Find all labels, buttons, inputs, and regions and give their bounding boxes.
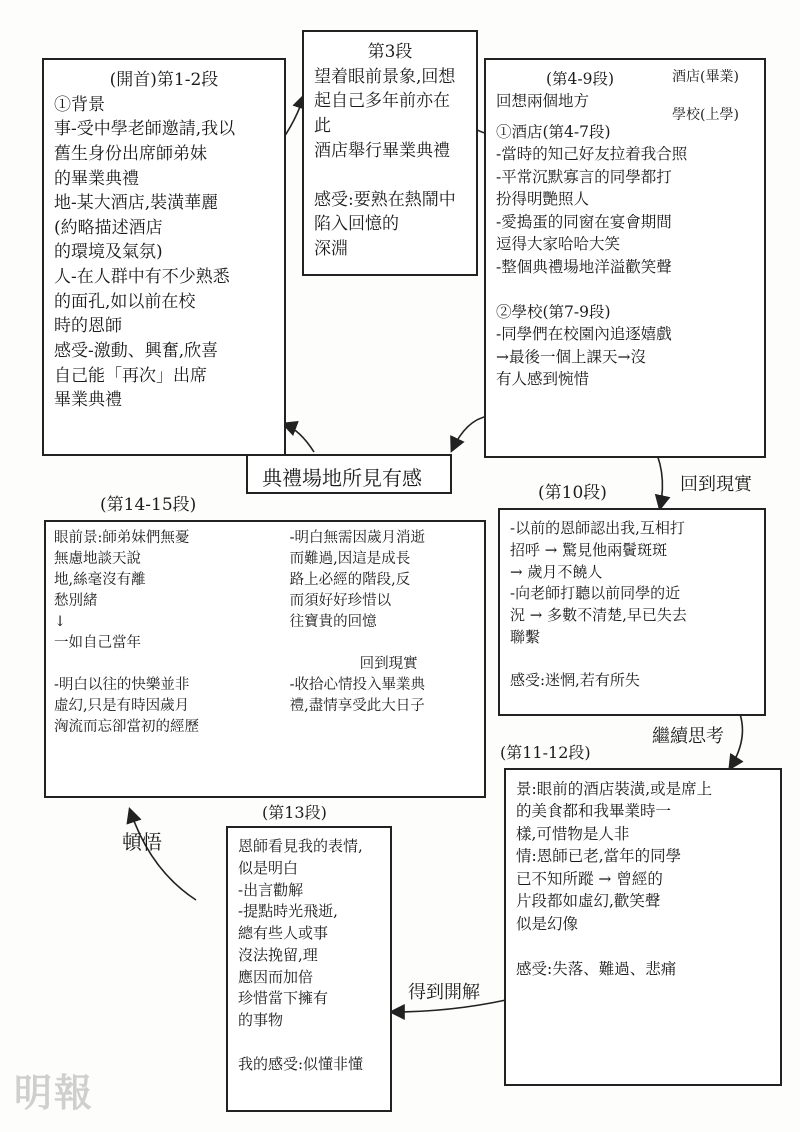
text-line: ①背景 <box>54 94 105 115</box>
text-line: 自己能「再次」出席 <box>54 365 207 386</box>
text-line: 往寶貴的回憶 <box>289 614 377 631</box>
section-lines <box>54 93 274 413</box>
text-line <box>290 633 476 654</box>
text-line: -明白無需因歲月消逝 <box>289 530 426 546</box>
section-paragraph-14-15 <box>44 520 486 798</box>
text-line: 而須好好珍惜以 <box>289 593 392 610</box>
text-line: -當時的知己好友拉着我合照 <box>496 145 688 164</box>
text-line: 一如自己當年 <box>54 635 141 652</box>
text-line <box>238 1032 380 1054</box>
section-lines <box>510 518 754 692</box>
section-paragraph-3 <box>302 30 478 276</box>
text-line: 地-某大酒店,裝潢華麗 <box>54 193 219 214</box>
text-line: 沒法挽留,理 <box>238 945 318 964</box>
section-heading: (第14-15段) <box>100 495 197 515</box>
text-line: -整個典禮場地洋溢歡笑聲 <box>496 257 672 276</box>
text-line: -向老師打聽以前同學的近 <box>510 584 681 603</box>
text-line: 的事物 <box>238 1011 284 1029</box>
text-line: 望着眼前景象,回想 <box>314 66 456 87</box>
section-lines <box>314 65 466 262</box>
text-line: 虛幻,只是有時因歲月 <box>54 698 190 715</box>
return-to-reality-label: 回到現實 <box>359 656 418 673</box>
text-line: 我的感受:似懂非懂 <box>238 1054 364 1073</box>
section-lines <box>238 836 380 1075</box>
section-heading: (開首)第1-2段 <box>109 70 219 90</box>
text-line: 無慮地談天說 <box>54 551 141 568</box>
text-line: 時的恩師 <box>54 316 122 337</box>
text-line: 陷入回憶的 <box>314 214 399 235</box>
section-paragraph-13 <box>226 826 392 1112</box>
text-line: 已不知所蹤 → 曾經的 <box>516 869 663 888</box>
continue-thinking-label: 繼續思考 <box>652 726 724 747</box>
text-line: 路上必經的階段,反 <box>289 572 411 589</box>
text-line <box>54 654 282 675</box>
text-line: 恩師看見我的表情, <box>238 837 363 855</box>
section-heading: (第4-9段) <box>546 70 615 88</box>
section-paragraph-11-12 <box>504 768 782 1086</box>
section-heading: (第10段) <box>538 483 607 503</box>
text-line: 舊生身份出席師弟妹 <box>54 143 207 164</box>
text-line: -同學們在校園內追逐嬉戲 <box>496 325 672 344</box>
text-line <box>516 935 770 957</box>
text-line: 感受-激動、興奮,欣喜 <box>54 341 219 362</box>
mingpao-logo: 明報 <box>14 1070 95 1115</box>
text-line: 珍惜當下擁有 <box>238 989 329 1008</box>
text-line: 地,絲毫沒有離 <box>54 572 146 589</box>
text-line: -以前的恩師認出我,互相打 <box>510 519 685 537</box>
arrow-box6-to-box7 <box>130 810 196 900</box>
text-line: 聯繫 <box>510 627 541 646</box>
arrow-box3-to-center <box>452 416 488 450</box>
text-line: 的畢業典禮 <box>54 168 139 189</box>
center-topic-label: 典禮場地所見有感 <box>246 454 452 494</box>
text-line: 感受:迷惘,若有所失 <box>510 671 640 690</box>
section-paragraph-10 <box>498 508 766 716</box>
text-line: -收拾心情投入畢業典 <box>289 677 426 694</box>
text-line: 深淵 <box>314 239 348 260</box>
text-line: ①酒店(第4-7段) <box>496 122 611 141</box>
section-opening <box>42 58 286 456</box>
text-line: (約略描述酒店 <box>54 217 163 238</box>
text-line: 酒店舉行畢業典禮 <box>314 140 450 161</box>
text-line: 人-在人群中有不少熟悉 <box>54 267 230 288</box>
text-line: 的環境及氣氛) <box>54 242 163 263</box>
text-line: 起自己多年前亦在此 <box>314 91 450 136</box>
gain-relief-label: 得到開解 <box>408 982 480 1003</box>
text-line: 洶流而忘卻當初的經歷 <box>54 719 199 736</box>
text-line: 禮,盡情享受此大日子 <box>289 698 425 715</box>
text-line: 景:眼前的酒店裝潢,或是席上 <box>516 780 713 798</box>
branch-school-label: 學校(上學) <box>672 107 739 123</box>
text-line: 感受:要熟在熱鬧中 <box>314 189 456 210</box>
section-lines <box>496 121 754 391</box>
arrow-box4-to-box5 <box>730 714 742 768</box>
text-line: → 歲月不饒人 <box>510 562 603 581</box>
section-lines <box>516 778 770 980</box>
text-line <box>496 278 754 300</box>
text-line: -愛搗蛋的同窗在宴會期間 <box>496 212 672 231</box>
recall-two-places: 回想兩個地方 <box>496 92 590 111</box>
text-line: 的美食都和我畢業時一 <box>516 802 672 821</box>
text-line: 畢業典禮 <box>54 390 122 411</box>
section-left-lines <box>54 528 282 738</box>
text-line <box>314 163 466 188</box>
section-heading: (第11-12段) <box>500 743 591 762</box>
text-line: ↓ <box>54 614 67 631</box>
arrow-center-to-box1 <box>284 424 314 452</box>
return-to-reality-label: 回到現實 <box>680 474 752 495</box>
text-line: -平常沉默寡言的同學都打 <box>496 167 672 186</box>
text-line: 有人感到惋惜 <box>496 370 590 389</box>
text-line: 眼前景:師弟妹們無憂 <box>54 530 190 546</box>
section-right-column <box>290 528 476 738</box>
text-line: 情:恩師已老,當年的同學 <box>516 847 682 866</box>
section-heading: (第13段) <box>262 803 327 822</box>
text-line: -出言勸解 <box>238 880 304 899</box>
text-line: 況 → 多數不清楚,早已失去 <box>510 606 687 624</box>
text-line: 感受:失落、難過、悲痛 <box>516 959 677 978</box>
text-line: 似是明白 <box>238 858 299 877</box>
branch-hotel-label: 酒店(畢業) <box>672 69 739 85</box>
text-line: 招呼 → 驚見他兩鬢斑斑 <box>510 540 668 559</box>
epiphany-label: 頓悟 <box>122 830 162 854</box>
text-line: -明白以往的快樂並非 <box>54 677 190 694</box>
text-line: 扮得明艷照人 <box>496 190 590 209</box>
text-line: 的面孔,如以前在校 <box>54 291 196 312</box>
section-right-lines <box>290 528 476 654</box>
section-right-bottom-lines <box>290 675 476 717</box>
text-line: 似是幻像 <box>516 914 579 933</box>
text-line: 片段都如虛幻,歡笑聲 <box>516 892 661 911</box>
text-line: -提點時光飛逝, <box>238 902 338 921</box>
text-line: ②學校(第7-9段) <box>496 302 611 321</box>
text-line: 事-受中學老師邀請,我以 <box>54 119 236 140</box>
text-line: 逗得大家哈哈大笑 <box>496 235 621 254</box>
text-line: 愁別緒 <box>54 593 98 610</box>
text-line: 樣,可惜物是人非 <box>516 824 630 843</box>
section-heading: 第3段 <box>367 42 413 62</box>
text-line: 應因而加倍 <box>238 967 314 986</box>
text-line <box>510 649 754 671</box>
text-line: →最後一個上課天→沒 <box>496 347 646 366</box>
text-line: 總有些人或事 <box>238 924 329 942</box>
text-line: 而難過,因這是成長 <box>289 551 411 568</box>
